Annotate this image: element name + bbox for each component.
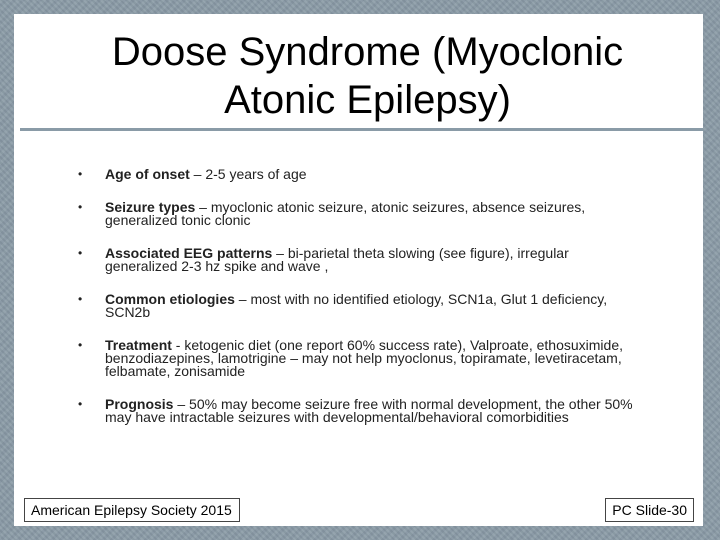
bullet-text: – myoclonic atonic seizure, atonic seizures, absence seizures, generalized tonic clonic	[105, 199, 586, 228]
bullet-text: – most with no identified etiology, SCN1a, Glut 1 deficiency, SCN2b	[105, 291, 608, 320]
bullet-dot: •	[78, 200, 83, 214]
bullet-dot: •	[78, 397, 83, 411]
bullet-term: Seizure types	[105, 199, 196, 215]
bullet-etiologies	[78, 293, 638, 319]
bullet-term: Common etiologies	[105, 291, 235, 307]
title-line-1: Doose Syndrome (Myoclonic	[111, 30, 624, 74]
footer-organization: American Epilepsy Society 2015	[24, 498, 240, 522]
bullet-term: Age of onset	[105, 166, 190, 182]
title-line-2: Atonic Epilepsy)	[224, 78, 511, 122]
bullet-text: – bi-parietal theta slowing (see figure), irregular generalized 2-3 hz spike and wave ,	[105, 245, 569, 274]
bullet-list	[78, 168, 638, 444]
bullet-term: Treatment	[105, 337, 172, 353]
slide-title	[0, 28, 720, 124]
bullet-term: Prognosis	[105, 396, 174, 412]
bullet-dot: •	[78, 167, 83, 181]
bullet-term: Associated EEG patterns	[105, 245, 273, 261]
bullet-eeg-patterns	[78, 247, 638, 273]
footer-slide-number: PC Slide-30	[605, 498, 694, 522]
bullet-text: - ketogenic diet (one report 60% success rate), Valproate, ethosuximide, benzodiazepines, lamotrigine – may not help myoclonus, topiramate, levetiracetam, felbamate, zonisamide	[105, 337, 624, 379]
title-divider	[20, 128, 703, 131]
bullet-dot: •	[78, 338, 83, 352]
bullet-dot: •	[78, 292, 83, 306]
bullet-age-of-onset	[78, 168, 638, 181]
bullet-seizure-types	[78, 201, 638, 227]
bullet-text: – 2-5 years of age	[189, 166, 307, 182]
bullet-treatment	[78, 339, 638, 378]
bullet-prognosis	[78, 398, 638, 424]
bullet-dot: •	[78, 246, 83, 260]
bullet-text: – 50% may become seizure free with normal development, the other 50% may have intractable seizures with developmental/behavioral comorbidities	[105, 396, 633, 425]
